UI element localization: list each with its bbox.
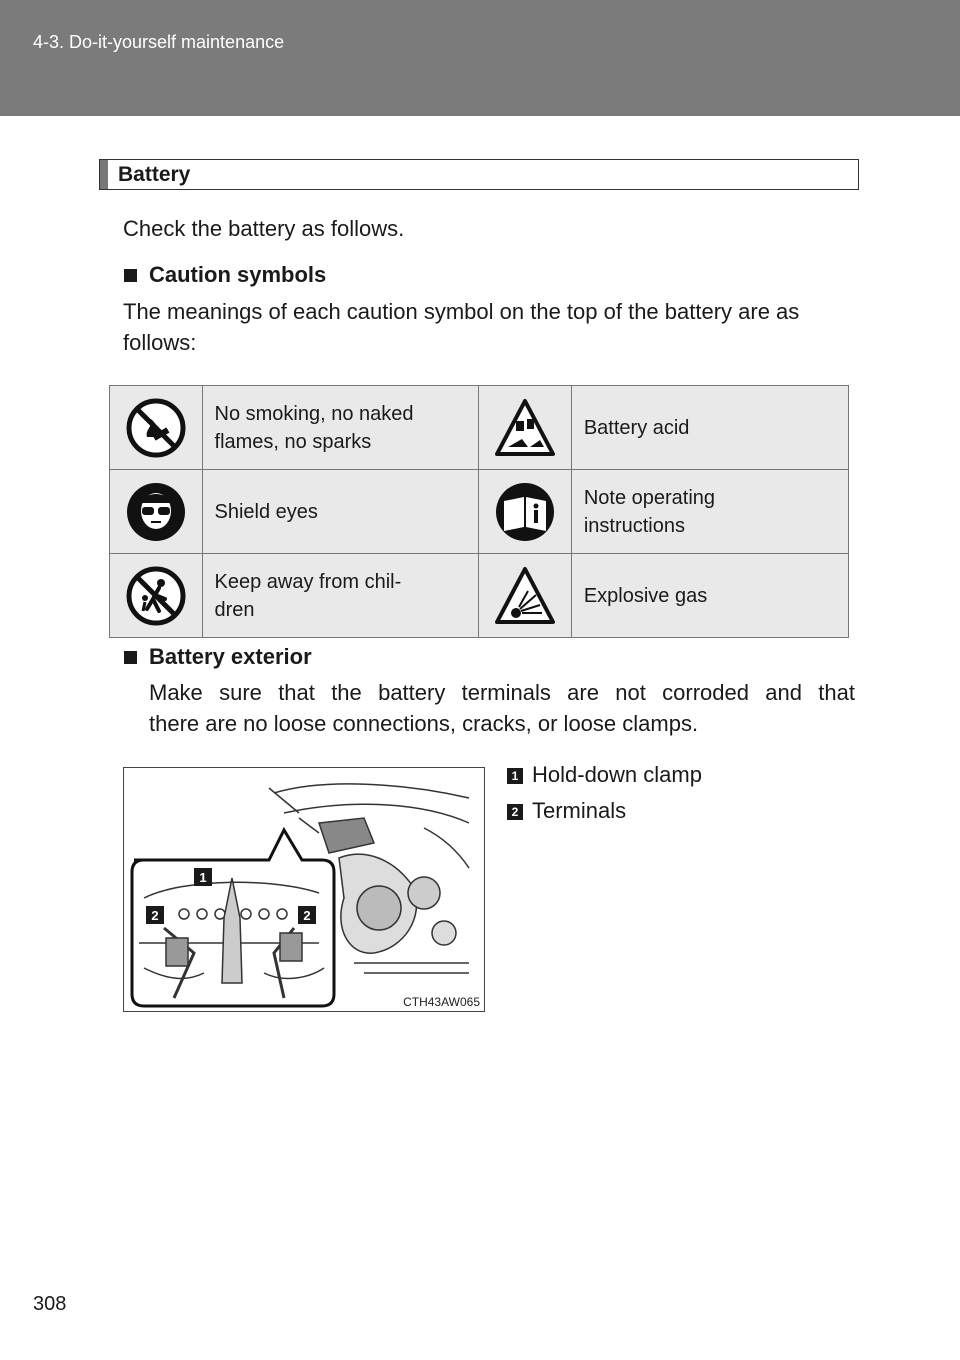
exterior-text-line1: Make sure that the battery terminals are not corroded and that	[149, 680, 855, 705]
legend-item	[507, 762, 702, 788]
symbol-icon-cell	[479, 386, 572, 470]
callout-2-right: 2	[303, 908, 311, 923]
legend-number-badge: 1	[507, 768, 523, 784]
battery-acid-icon	[494, 397, 556, 459]
symbol-text-line: Explosive gas	[583, 584, 708, 607]
symbol-icon-cell	[479, 554, 572, 638]
shield-eyes-icon	[125, 481, 187, 543]
symbol-text-line: Note operating	[583, 486, 716, 509]
legend-item	[507, 798, 626, 824]
symbol-description	[202, 470, 479, 554]
exterior-heading	[124, 644, 312, 670]
exterior-heading-label: Battery exterior	[149, 644, 312, 669]
symbol-text-line: flames, no sparks	[214, 430, 372, 453]
caution-heading	[124, 262, 326, 288]
symbol-description	[571, 470, 848, 554]
table-row	[110, 554, 849, 638]
bullet-square-icon	[124, 269, 137, 282]
section-heading-bar	[100, 160, 108, 189]
symbol-text-line: No smoking, no naked	[214, 402, 414, 425]
symbol-icon-cell	[110, 554, 203, 638]
symbol-description	[202, 386, 479, 470]
legend-label: Terminals	[532, 798, 627, 823]
header-band	[0, 0, 960, 116]
symbol-description	[571, 386, 848, 470]
caution-symbols-table	[109, 385, 849, 638]
operating-instructions-icon	[494, 481, 556, 543]
symbol-icon-cell	[110, 386, 203, 470]
bullet-square-icon	[124, 651, 137, 664]
symbol-text-line: Shield eyes	[214, 500, 318, 523]
keep-away-children-icon	[125, 565, 187, 627]
table-row	[110, 470, 849, 554]
symbol-text-line: instructions	[583, 514, 685, 537]
symbol-icon-cell	[110, 470, 203, 554]
caution-heading-label: Caution symbols	[149, 262, 327, 287]
caution-text-line2: follows:	[123, 330, 197, 355]
caution-text-line1: The meanings of each caution symbol on the top of the battery are as	[123, 299, 800, 324]
callout-1: 1	[199, 870, 207, 885]
table-row	[110, 386, 849, 470]
callout-2-left: 2	[151, 908, 159, 923]
chapter-title: 4-3. Do-it-yourself maintenance	[33, 32, 285, 52]
symbol-text-line: Keep away from chil-	[214, 570, 402, 593]
symbol-description	[202, 554, 479, 638]
legend-label: Hold-down clamp	[532, 762, 702, 787]
intro-text: Check the battery as follows.	[123, 216, 405, 241]
section-heading-box	[99, 159, 859, 190]
symbol-text-line: dren	[214, 598, 255, 621]
symbol-icon-cell	[479, 470, 572, 554]
battery-illustration	[123, 767, 485, 1012]
section-title: Battery	[118, 163, 191, 186]
no-smoking-icon	[125, 397, 187, 459]
exterior-text-line2: there are no loose connections, cracks, or loose clamps.	[149, 711, 699, 736]
symbol-text-line: Battery acid	[583, 416, 690, 439]
symbol-description	[571, 554, 848, 638]
explosive-gas-icon	[494, 565, 556, 627]
legend-number-badge: 2	[507, 804, 523, 820]
figure-code: CTH43AW065	[403, 995, 480, 1009]
engine-bay-illustration	[124, 768, 485, 1012]
page-number: 308	[33, 1293, 67, 1315]
